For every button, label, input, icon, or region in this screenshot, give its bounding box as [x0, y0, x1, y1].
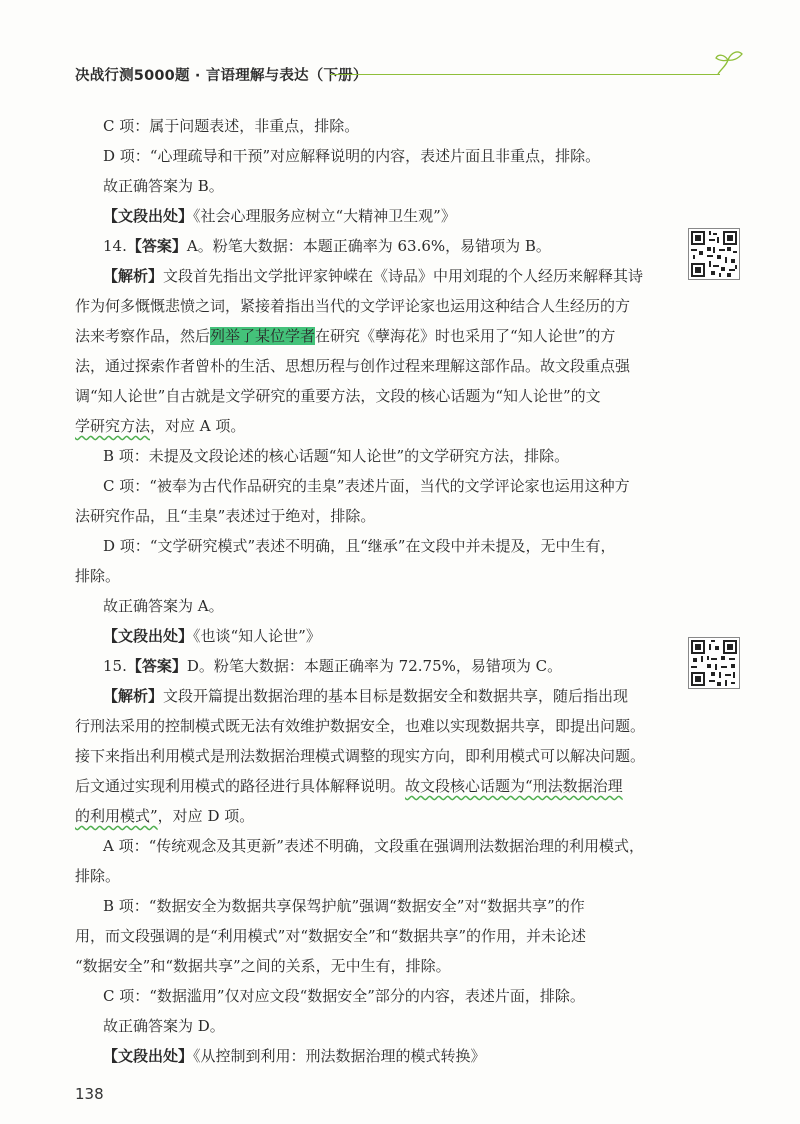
text-span: 法来考察作品，然后 — [75, 327, 211, 345]
qr-code-icon[interactable] — [688, 637, 740, 689]
text-line: 法，通过探索作者曾朴的生活、思想历程与创作过程来理解这部作品。故文段重点强 — [75, 357, 631, 375]
analysis-line — [75, 261, 695, 291]
running-header: 决战行测5000题 · 言语理解与表达（下册） — [75, 68, 368, 84]
source-tag: 【文段出处】 — [103, 207, 194, 225]
text-line: 用，而文段强调的是“利用模式”对“数据安全”和“数据共享”的作用，并未论述 — [75, 927, 587, 945]
source-text: 《从控制到利用：刑法数据治理的模式转换》 — [193, 1047, 486, 1065]
text-line: “数据安全”和“数据共享”之间的关系，无中生有，排除。 — [75, 957, 451, 975]
text-line: 故正确答案为 D。 — [103, 1017, 225, 1035]
source-tag: 【文段出处】 — [103, 627, 194, 645]
text-line: 排除。 — [75, 567, 121, 585]
text-line — [75, 771, 695, 801]
answer-line — [75, 231, 695, 261]
source-line — [75, 201, 695, 231]
source-line — [75, 1041, 695, 1071]
text-line: 作为何多慨慨悲愤之词，紧接着指出当代的文学评论家也运用这种结合人生经历的方 — [75, 297, 631, 315]
text-line: C 项：“数据滥用”仅对应文段“数据安全”部分的内容，表述片面，排除。 — [103, 987, 585, 1005]
analysis-text: 文段开篇提出数据治理的基本目标是数据安全和数据共享，随后指出现 — [163, 687, 629, 705]
page-number: 138 — [75, 1085, 104, 1103]
text-line — [75, 321, 695, 351]
header-rule — [330, 74, 720, 75]
text-line: 排除。 — [75, 867, 121, 885]
text-span: 在研究《孽海花》时也采用了“知人论世”的方 — [315, 327, 616, 345]
source-text: 《社会心理服务应树立“大精神卫生观”》 — [193, 207, 456, 225]
text-line — [75, 801, 695, 831]
sprout-icon — [712, 48, 746, 78]
answer-line — [75, 651, 695, 681]
text-span: ，对应 D 项。 — [157, 807, 255, 825]
question-number: 15. — [103, 657, 127, 675]
highlighted-text: 列举了某位学者 — [210, 327, 316, 345]
text-line: 行刑法采用的控制模式既无法有效维护数据安全，也难以实现数据共享，即提出问题。 — [75, 717, 646, 735]
wavy-underlined-text: 故文段核心话题为“刑法数据治理 — [405, 777, 623, 795]
source-line — [75, 621, 695, 651]
text-line: 调“知人论世”自古就是文学研究的重要方法，文段的核心话题为“知人论世”的文 — [75, 387, 601, 405]
answer-tag: 【答案】 — [126, 237, 187, 255]
text-line: C 项：“被奉为古代作品研究的圭臬”表述片面，当代的文学评论家也运用这种方 — [103, 477, 630, 495]
text-line: 接下来指出利用模式是刑法数据治理模式调整的现实方向，即利用模式可以解决问题。 — [75, 747, 646, 765]
source-tag: 【文段出处】 — [103, 1047, 194, 1065]
question-number: 14. — [103, 237, 127, 255]
source-text: 《也谈“知人论世”》 — [193, 627, 321, 645]
text-line: B 项：“数据安全为数据共享保驾护航”强调“数据安全”对“数据共享”的作 — [103, 897, 585, 915]
wavy-underlined-text: 的利用模式” — [75, 807, 158, 825]
text-line — [75, 411, 695, 441]
analysis-line — [75, 681, 695, 711]
text-line: 故正确答案为 A。 — [103, 597, 224, 615]
answer-tag: 【答案】 — [126, 657, 187, 675]
text-line: D 项：“心理疏导和干预”对应解释说明的内容，表述片面且非重点，排除。 — [103, 147, 601, 165]
text-line: D 项：“文学研究模式”表述不明确，且“继承”在文段中并未提及，无中生有， — [103, 537, 616, 555]
text-span: 后文通过实现利用模式的路径进行具体解释说明。 — [75, 777, 406, 795]
text-span: ，对应 A 项。 — [150, 417, 246, 435]
text-line: B 项：未提及文段论述的核心话题“知人论世”的文学研究方法，排除。 — [103, 447, 570, 465]
text-line: 故正确答案为 B。 — [103, 177, 224, 195]
answer-text: D。粉笔大数据：本题正确率为 72.75%，易错项为 C。 — [186, 657, 563, 675]
text-line: C 项：属于问题表述，非重点，排除。 — [103, 117, 360, 135]
text-line: A 项：“传统观念及其更新”表述不明确，文段重在强调刑法数据治理的利用模式， — [103, 837, 644, 855]
analysis-text: 文段首先指出文学批评家钟嵘在《诗品》中用刘琨的个人经历来解释其诗 — [163, 267, 644, 285]
wavy-underlined-text: 学研究方法 — [75, 417, 151, 435]
qr-code-icon[interactable] — [688, 228, 740, 280]
analysis-tag: 【解析】 — [103, 267, 164, 285]
text-line: 法研究作品，且“圭臬”表述过于绝对，排除。 — [75, 507, 376, 525]
answer-text: A。粉笔大数据：本题正确率为 63.6%，易错项为 B。 — [186, 237, 551, 255]
analysis-tag: 【解析】 — [103, 687, 164, 705]
